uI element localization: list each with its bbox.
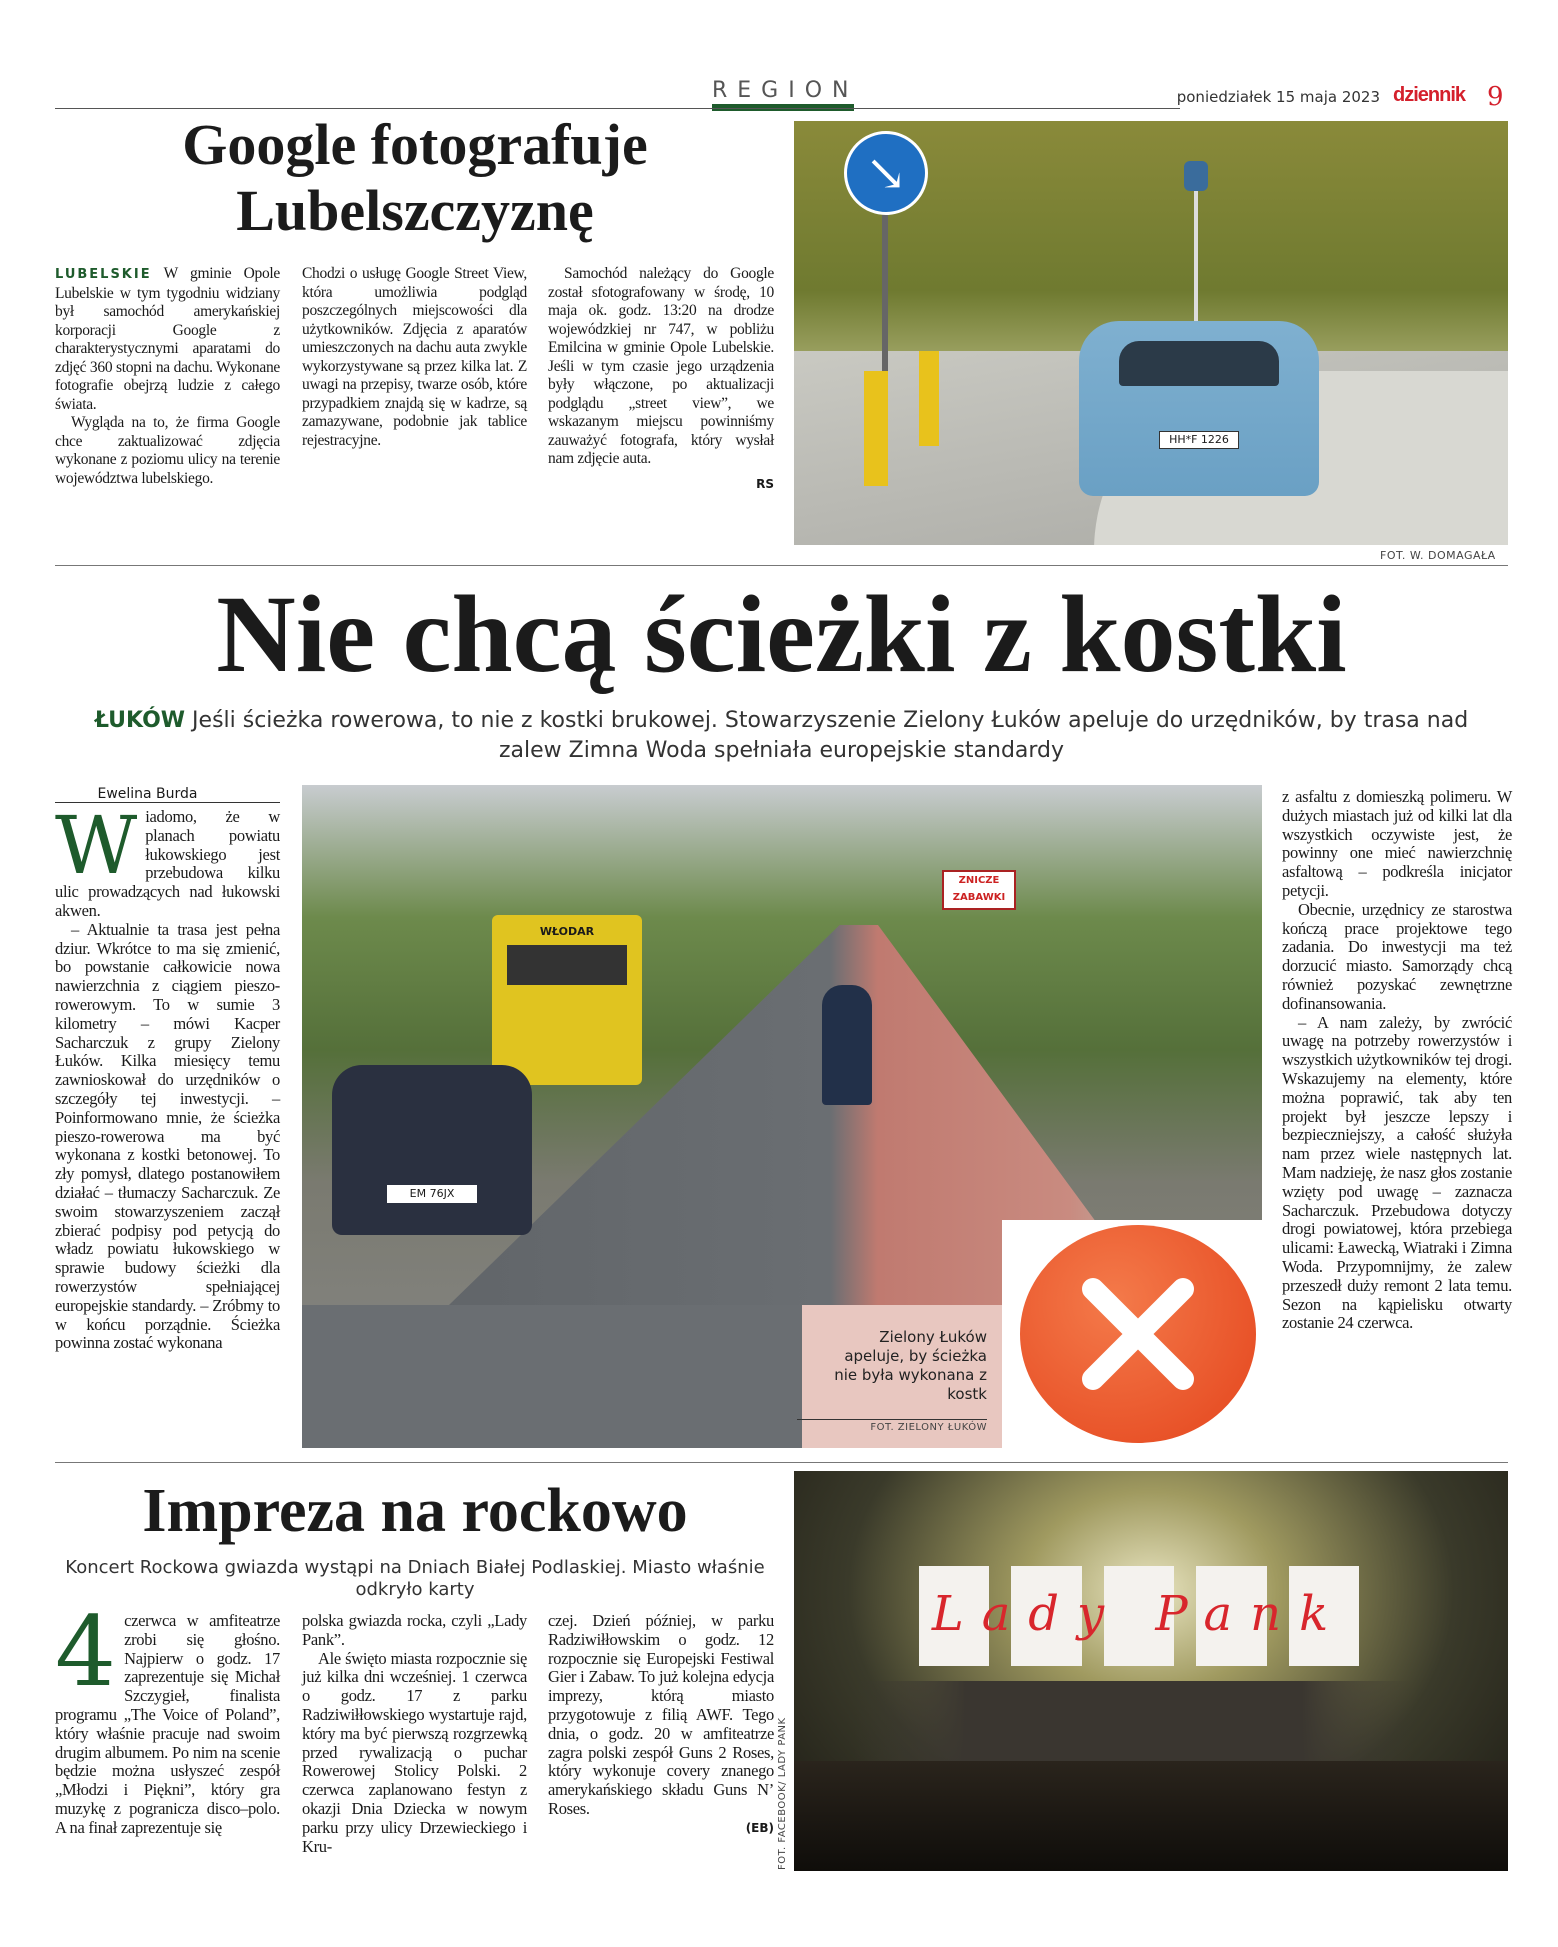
article-2-right-column: [1282, 788, 1512, 1333]
drop-cap: W: [55, 799, 138, 892]
shop-sign: [942, 870, 1016, 910]
article-3-title: Impreza na rockowo: [142, 1477, 688, 1545]
paragraph: W gminie Opole Lubelskie w tym tygodniu widziany był samochód amerykańskiej korporacji Google z charakterystycznymi aparatami do zdjęć 360 stopni na dachu. Wykonane fotografie obejrzą ludzie z całego świata.: [55, 265, 280, 413]
photo-credit: FOT. W. DOMAGAŁA: [1380, 549, 1496, 562]
paragraph: iadomo, że w planach powiatu łukowskiego jest przebudowa kilku ulic prowadzących nad łukowski akwen.: [55, 807, 280, 920]
paragraph: Chodzi o usługę Google Street View, która umożliwia podgląd poszczególnych miejscowości dla użytkowników. Zdjęcia z aparatów umieszczonych na dachu auta zwykle wykorzystywane są przez kilka lat. Z uwagi na przepisy, twarze osób, które przypadkiem znajdą się w kadrze, są zamazywane, podobnie jak tablice rejestracyjne.: [302, 265, 527, 449]
article-2-left-column: [55, 799, 280, 1353]
camera-icon: [1184, 161, 1208, 191]
article-3-column-2: [302, 1612, 527, 1856]
photo-credit: FOT. ZIELONY ŁUKÓW: [797, 1419, 987, 1433]
article-1-signature: RS: [756, 476, 774, 491]
photo-caption: Zielony Łuków apeluje, by ścieżka nie była wykonana z kostk: [834, 1328, 987, 1403]
author-byline: Ewelina Burda: [55, 786, 280, 803]
header-rule: [55, 108, 1180, 109]
paragraph: z asfaltu z domieszką polimeru. W dużych miastach już od kilki lat dla wszystkich oczywiste jest, że powinny one mieć nawierzchnię asfaltową – podkreśla inicjator petycji.: [1282, 787, 1512, 900]
bike-path-photo: [302, 785, 1262, 1448]
article-2-subtitle: [70, 706, 1493, 766]
drop-cap: 4: [55, 1596, 117, 1708]
band-on-stage: [854, 1681, 1414, 1761]
article-1-title: Google fotografuje Lubelszczyznę: [182, 112, 648, 243]
crowd: [794, 1761, 1508, 1871]
paragraph: czej. Dzień później, w parku Radziwiłłowskim o godz. 12 rozpocznie się Europejski Festiwal Gier i Zabaw. To już kolejna edycja imprezy, którą miasto przygotowuje z filią AWF. Tego dnia, o godz. 20 w amfiteatrze zagra polski zespół Guns 2 Roses, który wykonuje covery znanego amerykańskiego składu Guns N’ Roses.: [548, 1611, 774, 1818]
article-3-column-1: [55, 1596, 280, 1838]
paragraph: czerwca w amfiteatrze zrobi się głośno. Najpierw o godz. 17 zaprezentuje się Michał Szczygieł, finalista programu „The Voice of Poland”, który właśnie pracuje nad swoim drugim albumem. Po nim na scenie będzie można usłyszeć zespół „Młodzi i Piękni”, który gra muzykę z pogranicza disco–polo. A na finał zaprezentuje się: [55, 1611, 280, 1837]
article-3-signature: (EB): [745, 1820, 774, 1835]
photo-credit: FOT. FACEBOOK/ LADY PANK: [777, 1717, 788, 1870]
shop-sign-line: ZABAWKI: [952, 892, 1006, 903]
paragraph: – A nam zależy, by zwrócić uwagę na potrzeby rowerzystów i wszystkich użytkowników tej drogi. Wskazujemy na elementy, które można poprawić, tak aby ten projekt był jeszcze lepszy i bezpieczniejszy, a całość służyła nam przez wiele następnych lat. Mam nadzieję, że nasz głos zostanie wzięty pod uwagę – zaznacza Sacharczuk. Przebudowa dotyczy drogi powiatowej, która przebiega ulicami: Ławecką, Wiatraki i Zimna Woda. Przypomnijmy, że zalew przeszedł duży remont 2 lata temu. Sezon na kąpielisku otwarty zostanie 24 czerwca.: [1282, 1012, 1512, 1333]
page-number: 9: [1487, 82, 1504, 112]
article-3-column-3: [548, 1612, 774, 1838]
paragraph: Ale święto miasta rozpocznie się już kilka dni wcześniej. 1 czerwca o godz. 17 z parku Radziwiłłowskiego wystartuje rajd, który ma być pierwszą rozgrzewką przed rywalizacją o puchar Rowerowej Stolicy Polski. 2 czerwca zaplanowano festyn z okazji Dnia Dziecka w nowym parku przy ulicy Drzewieckiego i Kru-: [302, 1648, 527, 1856]
newspaper-logo: dziennik: [1393, 84, 1466, 106]
shop-sign-line: ZNICZE: [958, 875, 1000, 886]
paragraph: – Aktualnie ta trasa jest pełna dziur. Wkrótce to ma się zmienić, bo powstanie całkowicie nowa nawierzchnia z ciągiem pieszo-rowerowym. To w sumie 3 kilometry – mówi Kacper Sacharczuk z grupy Zielony Łuków. Kilka miesięcy temu zawnioskował do urzędników o szczegóły tej inwestycji. – Poinformowano mnie, że ścieżka pieszo-rowerowa ma być wykonana z kostki betonowej. To zły pomysł, dlatego postanowiłem działać – tłumaczy Sacharczuk. Ze swoim stowarzyszeniem zaczął zbierać podpisy pod petycją do władz powiatu łukowskiego w sprawie budowy ścieżki dla rowerzystów spełniającej europejskie standardy. – Zróbmy to w końcu porządnie. Ścieżka powinna zostać wykonana: [55, 919, 280, 1353]
truck-label: WŁODAR: [539, 925, 595, 938]
article-2-title: Nie chcą ścieżki z kostki: [216, 573, 1347, 695]
issue-date: poniedziałek 15 maja 2023: [1176, 88, 1380, 106]
article-1-column-3: [548, 265, 774, 493]
section-divider: [55, 565, 1508, 566]
article-1-column-2: [302, 265, 527, 450]
license-plate: EM 76JX: [387, 1185, 477, 1203]
article-1-lead: LUBELSKIE: [55, 267, 152, 282]
paragraph: Samochód należący do Google został sfotografowany w środę, 10 maja ok. godz. 13:20 na drodze wojewódzkiej nr 747, w pobliżu Emilcina w gminie Opole Lubelskie. Jeśli w tym czasie jego urządzenia były włączone, po aktualizacji podglądu „street view”, we wskazanym miejscu powinniśmy zauważyć fotografa, który wysłał nam zdjęcie auta.: [548, 265, 774, 467]
road-sign-icon: ↘: [844, 131, 928, 215]
section-label: REGION: [712, 78, 859, 103]
article-1-column-1: [55, 265, 280, 488]
google-car-photo: [794, 121, 1508, 545]
band-logo: Lady Pank: [931, 1586, 1347, 1642]
red-x-icon: [1020, 1225, 1256, 1443]
article-2-lead: ŁUKÓW: [94, 708, 186, 733]
concert-photo: [794, 1471, 1508, 1871]
license-plate: HH*F 1226: [1159, 431, 1239, 449]
paragraph: Wygląda na to, że firma Google chce zaktualizować zdjęcia wykonane z poziomu ulicy na terenie województwa lubelskiego.: [55, 414, 280, 487]
google-street-view-car: [1079, 321, 1319, 496]
section-divider: [55, 1462, 1508, 1463]
paragraph: Obecnie, urzędnicy ze starostwa kończą prace projektowe tego zadania. Do inwestycji ma też dorzucić miasto. Samorządy chcą również pozyskać zewnętrzne dofinansowania.: [1282, 899, 1512, 1013]
car: [332, 1065, 532, 1235]
subtitle-text: Jeśli ścieżka rowerowa, to nie z kostki brukowej. Stowarzyszenie Zielony Łuków apeluje do urzędników, by trasa nad zalew Zimna Woda spełniała europejskie standardy: [192, 708, 1469, 763]
pedestrian: [822, 985, 872, 1105]
paragraph: polska gwiazda rocka, czyli „Lady Pank”.: [302, 1611, 527, 1649]
truck: [492, 915, 642, 1085]
article-3-subtitle: Koncert Rockowa gwiazda wystąpi na Dniach Białej Podlaskiej. Miasto właśnie odkryło karty: [65, 1557, 765, 1600]
